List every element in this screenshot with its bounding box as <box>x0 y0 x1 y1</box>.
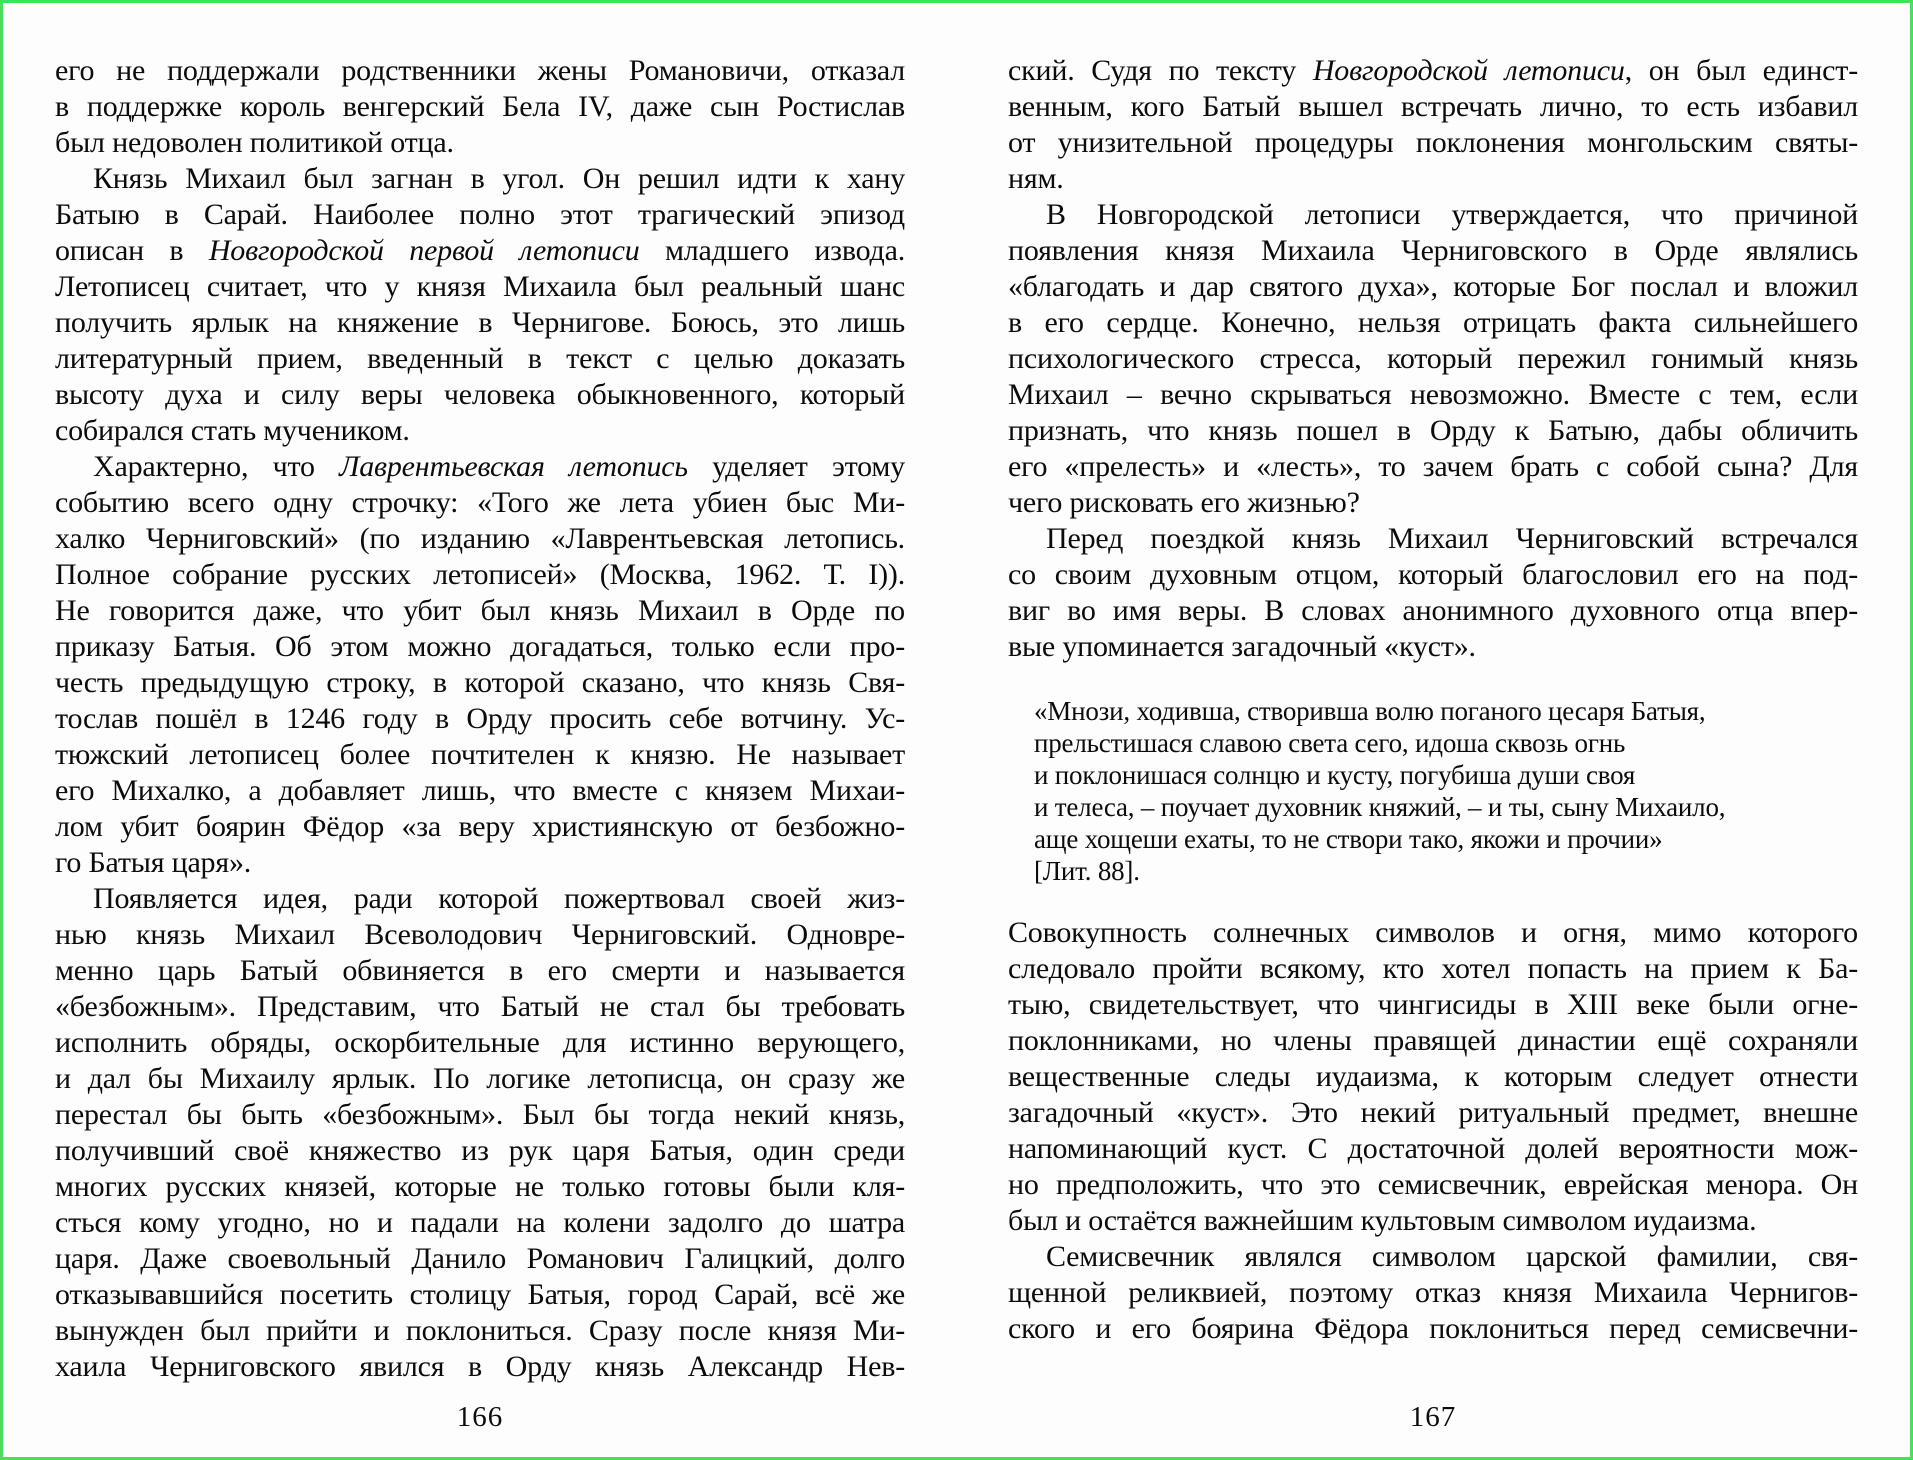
text-line: Батыю в Сарай. Наиболее полно этот трагический эпизод <box>55 198 905 231</box>
text-line: «безбожным». Представим, что Батый не стал бы требовать <box>55 990 905 1023</box>
text-line: хаила Черниговского явился в Орду князь Александр Нев- <box>55 1350 905 1383</box>
text-line: но предположить, что это семисвечник, еврейская менора. Он <box>1008 1168 1858 1201</box>
text-line: Характерно, что Лаврентьевская летопись уделяет этому <box>93 450 905 483</box>
page-left <box>55 53 905 1453</box>
paragraph <box>55 881 905 1385</box>
text-line: честь предыдущую строку, в которой сказано, что князь Свя- <box>55 666 905 699</box>
text-line: В Новгородской летописи утверждается, что причиной <box>1046 198 1858 231</box>
text-line: описан в Новгородской первой летописи младшего извода. <box>55 234 905 267</box>
page-right-text <box>1008 53 1858 1347</box>
text-line: событию всего одну строчку: «Того же лета убиен быс Ми- <box>55 486 905 519</box>
text-line: был и остаётся важнейшим культовым символом иудаизма. <box>1008 1204 1757 1237</box>
text-line: аще хощеши ехаты, то не створи тако, якожи и прочии» <box>1034 824 1663 854</box>
paragraph <box>1008 915 1858 1239</box>
paragraph <box>1008 197 1858 521</box>
text-line: со своим духовным отцом, который благословил его на под- <box>1008 558 1858 591</box>
text-line: го Батыя царя». <box>55 846 252 879</box>
block-quote <box>1034 695 1824 887</box>
text-line: от унизительной процедуры поклонения монгольским святы- <box>1008 126 1858 159</box>
text-line: собирался стать мучеником. <box>55 414 410 447</box>
text-line: ням. <box>1008 162 1064 195</box>
text-line: многих русских князей, которые не только готовы были кля- <box>55 1170 905 1203</box>
text-line: ский. Судя по тексту Новгородской летописи, он был единст- <box>1008 54 1858 87</box>
text-line: исполнить обряды, оскорбительные для истинно верующего, <box>55 1026 905 1059</box>
text-line: «Мнози, ходивша, створивша волю поганого цесаря Батыя, <box>1034 696 1706 726</box>
text-line: прельстишася славою света сего, идоша сквозь огнь <box>1034 728 1626 758</box>
text-line: вые упоминается загадочный «куст». <box>1008 630 1476 663</box>
paragraph <box>1008 53 1858 197</box>
text-line: венным, кого Батый вышел встречать лично, то есть избавил <box>1008 90 1858 123</box>
text-line: лом убит боярин Фёдор «за веру християнскую от безбожно- <box>55 810 905 843</box>
text-line: следовало пройти всякому, кто хотел попасть на прием к Ба- <box>1008 952 1858 985</box>
text-line: его «прелесть» и «лесть», то зачем брать с собой сына? Для <box>1008 450 1858 483</box>
text-line: Не говорится даже, что убит был князь Михаил в Орде по <box>55 594 905 627</box>
page-right <box>1008 53 1858 1453</box>
text-line: высоту духа и силу веры человека обыкновенного, который <box>55 378 905 411</box>
text-line: перестал бы быть «безбожным». Был бы тогда некий князь, <box>55 1098 905 1131</box>
paragraph <box>1008 1239 1858 1347</box>
paragraph <box>55 161 905 449</box>
text-line: халко Черниговский» (по изданию «Лаврентьевская летопись. <box>55 522 905 555</box>
page-right-number: 167 <box>1409 1401 1457 1433</box>
text-line: менно царь Батый обвиняется в его смерти и называется <box>55 954 905 987</box>
text-line: поклонниками, но члены правящей династии ещё сохраняли <box>1008 1024 1858 1057</box>
text-line: психологического стресса, который пережил гонимый князь <box>1008 342 1858 375</box>
page-left-text <box>55 53 905 1385</box>
text-line: Михаил – вечно скрываться невозможно. Вместе с тем, если <box>1008 378 1858 411</box>
text-line: Князь Михаил был загнан в угол. Он решил идти к хану <box>93 162 905 195</box>
page-left-number: 166 <box>456 1401 504 1433</box>
text-line: виг во имя веры. В словах анонимного духовного отца впер- <box>1008 594 1858 627</box>
text-line: был недоволен политикой отца. <box>55 126 454 159</box>
text-line: Появляется идея, ради которой пожертвовал своей жиз- <box>93 882 905 915</box>
paragraph <box>1008 521 1858 665</box>
text-line: тюжский летописец более почтителен к князю. Не называет <box>55 738 905 771</box>
text-line: и дал бы Михаилу ярлык. По логике летописца, он сразу же <box>55 1062 905 1095</box>
text-line: его Михалко, а добавляет лишь, что вместе с князем Михаи- <box>55 774 905 807</box>
paragraph <box>55 53 905 161</box>
text-line: царя. Даже своевольный Данило Романович Галицкий, долго <box>55 1242 905 1275</box>
text-line: Полное собрание русских летописей» (Москва, 1962. Т. I)). <box>55 558 905 591</box>
text-line: появления князя Михаила Черниговского в Орде являлись <box>1008 234 1858 267</box>
text-line: вещественные следы иудаизма, к которым следует отнести <box>1008 1060 1858 1093</box>
text-line: получить ярлык на княжение в Чернигове. Боюсь, это лишь <box>55 306 905 339</box>
text-line: напоминающий куст. С достаточной долей вероятности мож- <box>1008 1132 1858 1165</box>
text-line: вынужден был прийти и поклониться. Сразу после князя Ми- <box>55 1314 905 1347</box>
paragraph <box>55 449 905 881</box>
text-line: отказывавшийся посетить столицу Батыя, город Сарай, всё же <box>55 1278 905 1311</box>
text-line: и телеса, – поучает духовник княжий, – и ты, сыну Михаило, <box>1034 792 1726 822</box>
text-line: чего рисковать его жизнью? <box>1008 486 1360 519</box>
book-spread <box>3 3 1910 1457</box>
text-line: признать, что князь пошел в Орду к Батыю, дабы обличить <box>1008 414 1858 447</box>
text-line: сться кому угодно, но и падали на колени задолго до шатра <box>55 1206 905 1239</box>
text-line: щенной реликвией, поэтому отказ князя Михаила Чернигов- <box>1008 1276 1858 1309</box>
text-line: Совокупность солнечных символов и огня, мимо которого <box>1008 916 1858 949</box>
text-line: [Лит. 88]. <box>1034 856 1140 886</box>
text-line: его не поддержали родственники жены Романовичи, отказал <box>55 54 905 87</box>
text-line: получивший своё княжество из рук царя Батыя, один среди <box>55 1134 905 1167</box>
text-line: тослав пошёл в 1246 году в Орду просить себе вотчину. Ус- <box>55 702 905 735</box>
text-line: Семисвечник являлся символом царской фамилии, свя- <box>1046 1240 1858 1273</box>
text-line: нью князь Михаил Всеволодович Черниговский. Одновре- <box>55 918 905 951</box>
text-line: тыю, свидетельствует, что чингисиды в XIII веке были огне- <box>1008 988 1858 1021</box>
text-line: приказу Батыя. Об этом можно догадаться, только если про- <box>55 630 905 663</box>
text-line: в поддержке король венгерский Бела IV, даже сын Ростислав <box>55 90 905 123</box>
text-line: Летописец считает, что у князя Михаила был реальный шанс <box>55 270 905 303</box>
text-line: в его сердце. Конечно, нельзя отрицать факта сильнейшего <box>1008 306 1858 339</box>
text-line: «благодать и дар святого духа», которые Бог послал и вложил <box>1008 270 1858 303</box>
text-line: Перед поездкой князь Михаил Черниговский встречался <box>1046 522 1858 555</box>
text-line: ского и его боярина Фёдора поклониться перед семисвечни- <box>1008 1312 1858 1345</box>
text-line: загадочный «куст». Это некий ритуальный предмет, внешне <box>1008 1096 1858 1129</box>
text-line: литературный прием, введенный в текст с целью доказать <box>55 342 905 375</box>
text-line: и поклонишася солнцю и кусту, погубиша души своя <box>1034 760 1636 790</box>
